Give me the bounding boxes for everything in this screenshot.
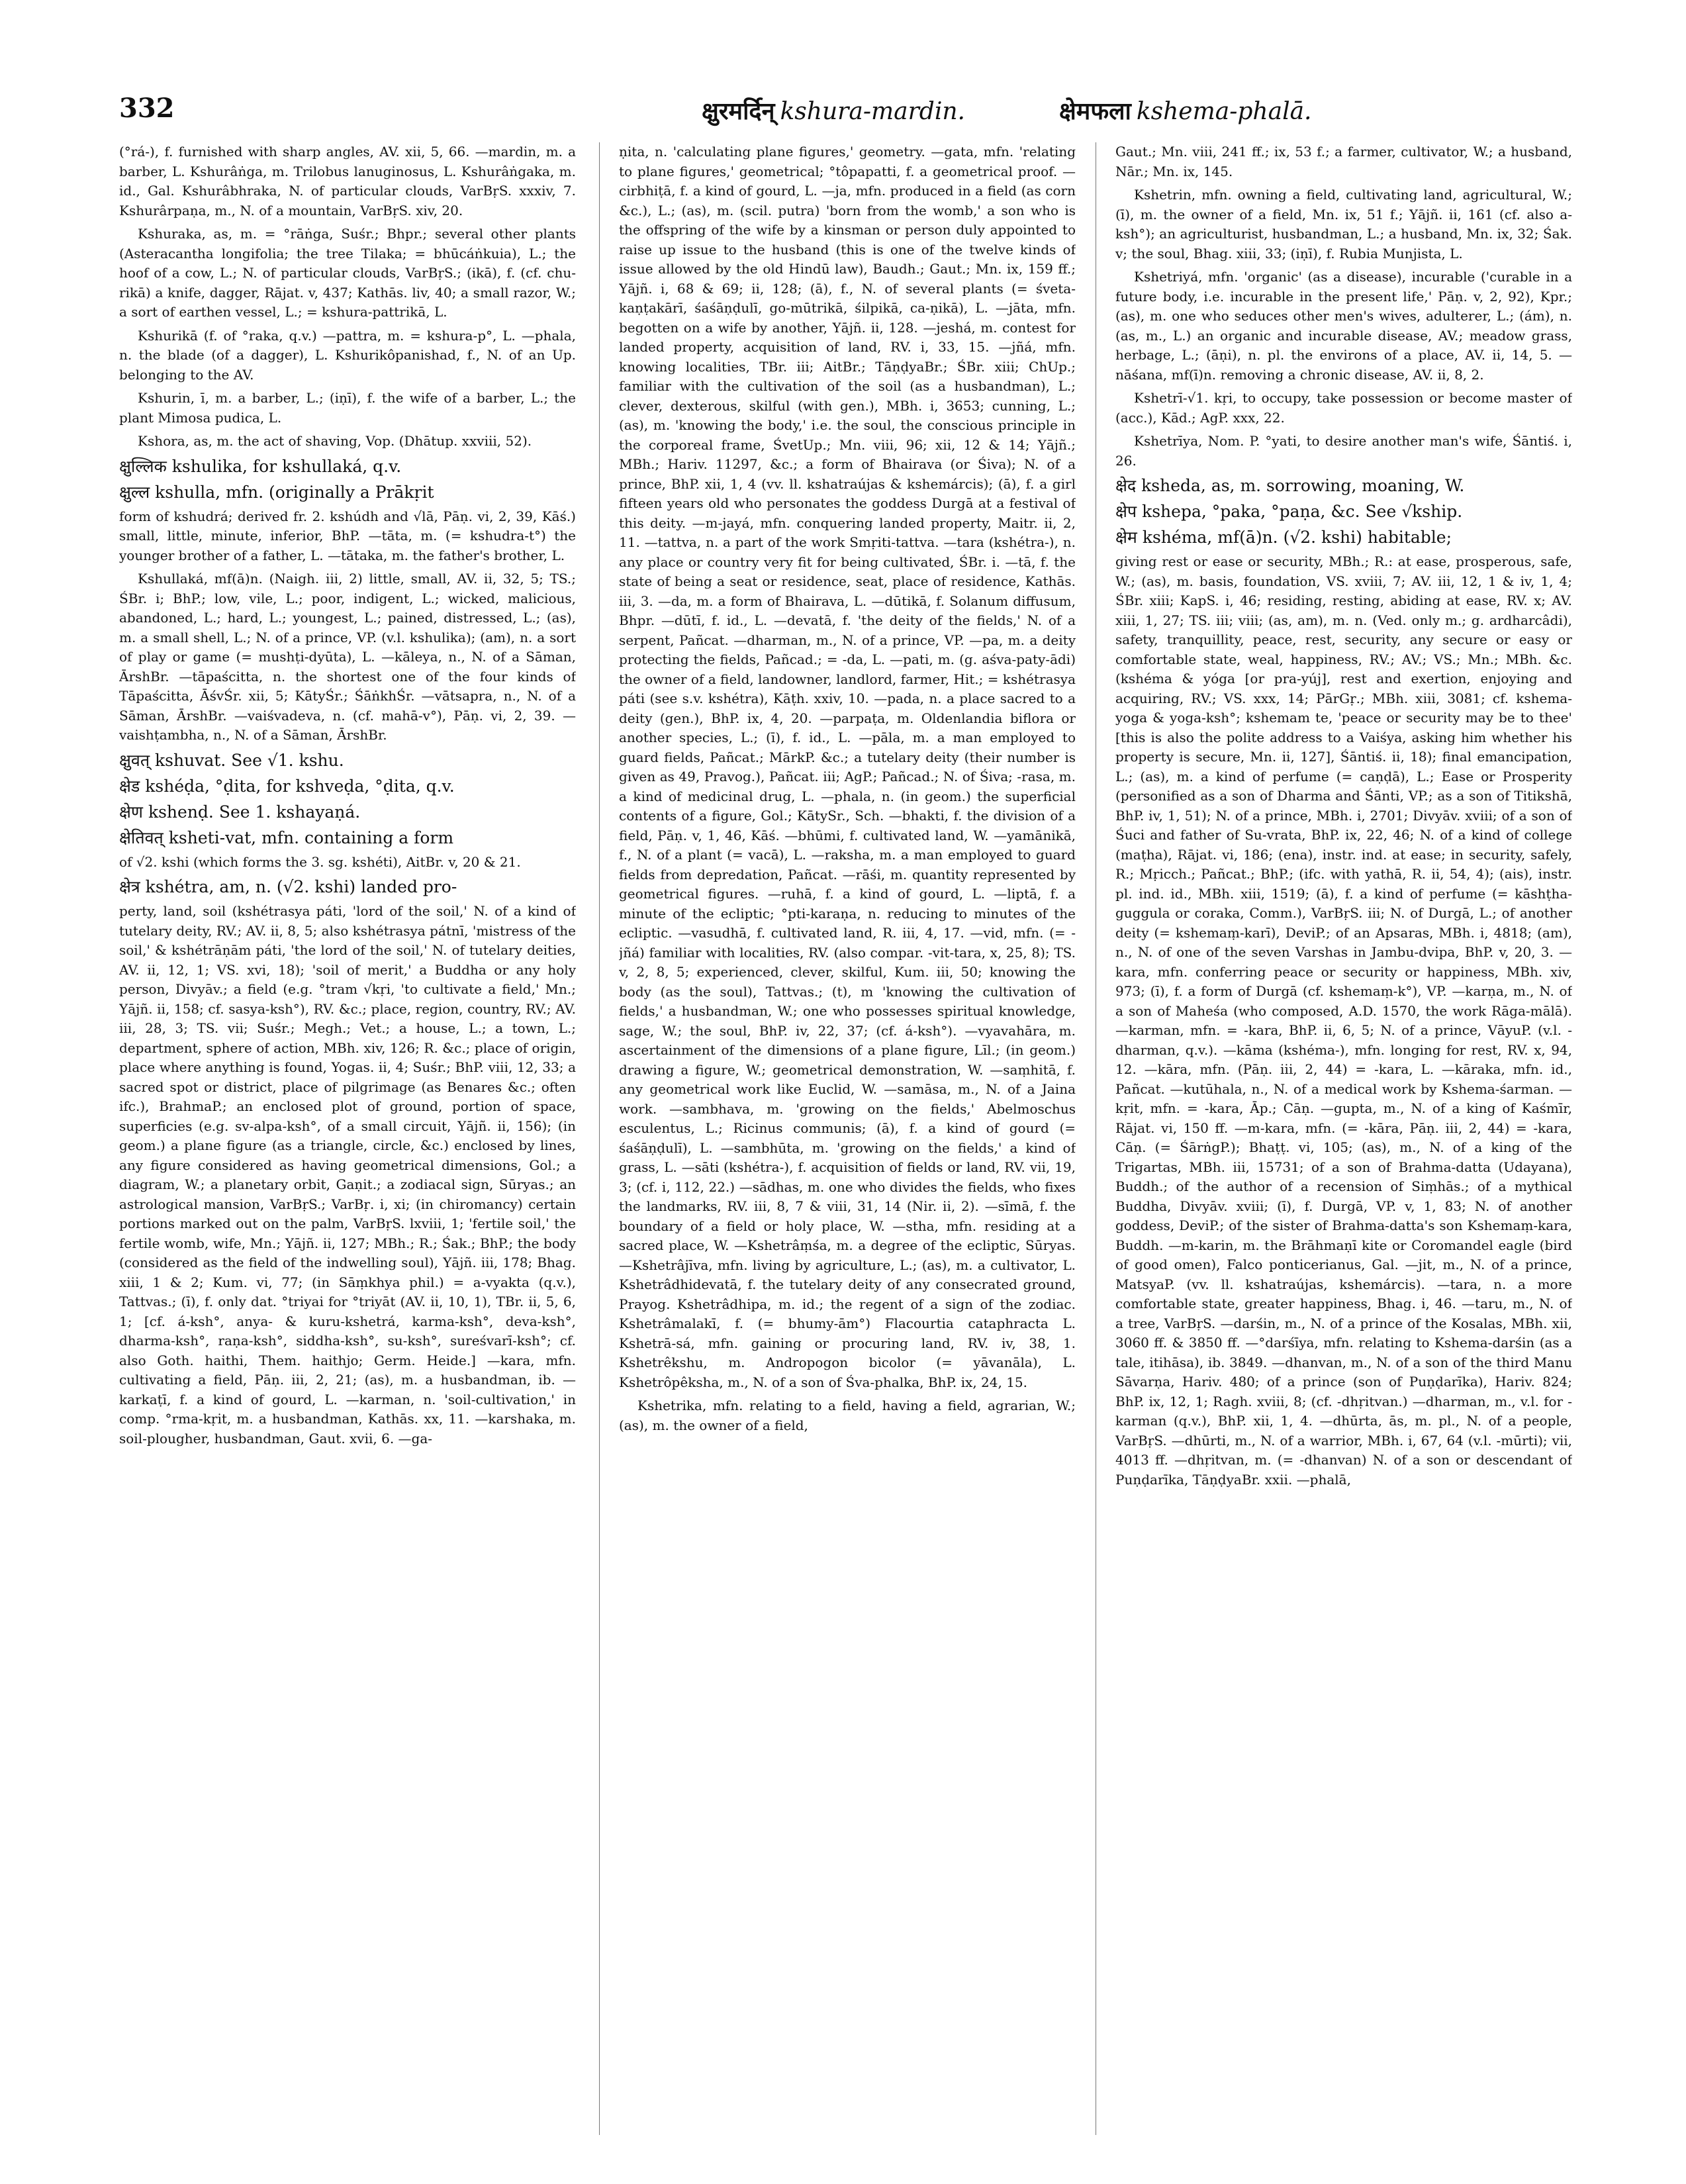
running-head-right xyxy=(1059,94,1311,126)
dictionary-entry: Kshullaká, mf(ā)n. (Naigh. iii, 2) little, small, AV. ii, 32, 5; TS.; ŚBr. i; BhP.; low, vile, L.; poor, indigent, L.; wicked, malicious, abandoned, L.; hard, L.; youngest, L.; pained, distressed, L.; (as), m. a small shell, L.; N. of a prince, VP. (v.l. kshulika); (am), n. a sort of play or game (= mushṭi-dyūta), L. —kāleya, n., N. of a Sāman, ĀrshBr. —tāpaścitta, n. the shortest one of the four kinds of Tāpaścitta, ĀśvŚr. xii, 5; KātyŚr.; ŚāṅkhŚr. —vātsapra, n., N. of a Sāman, ĀrshBr. —vaiśvadeva, n. (cf. mahā-v°), Pāṇ. vi, 2, 39. —vaishṭambha, n., N. of a Sāman, ĀrshBr. xyxy=(119,571,576,743)
dictionary-entry: Kshuraka, as, m. = °rāṅga, Suśr.; Bhpr.; several other plants (Asteracantha longifolia; the tree Tilaka; = bhūcáṅkuia), L.; the hoof of a cow, L.; N. of particular clouds, VarBṛS.; (ikā), f. (cf. chu-rikā) a knife, dagger, Rājat. v, 437; Kathās. liv, 40; a small razor, W.; a sort of earthen vessel, L.; = kshura-pattrikā, L. xyxy=(119,226,576,320)
column-rule-1 xyxy=(599,142,600,2135)
running-head-left-title: kshura-mardin. xyxy=(780,98,965,125)
dictionary-entry: ṇita, n. 'calculating plane figures,' geometry. —gata, mfn. 'relating to plane figures,' geometrical; °tôpapatti, f. a geometrical proof. —cirbhiṭā, f. a kind of gourd, L. —ja, mfn. produced in a field (as corn &c.), L.; (as), m. (scil. putra) 'born from the womb,' a son who is the offspring of the wife by a kinsman or person duly appointed to raise up issue to the husband (this is one of the twelve kinds of issue allowed by the old Hindū law), Baudh.; Gaut.; Mn. ix, 159 ff.; Yājñ. i, 68 & 69; ii, 128; (ā), f., N. of several plants (= śveta-kaṇṭakārī, śaśāṇḍulī, go-mūtrikā, śilpikā, ca-ṇikā), L. —jāta, mfn. begotten on a wife by another, Yājñ. ii, 128. —jeshá, m. contest for landed property, acquisition of land, RV. i, 33, 15. —jñá, mfn. knowing localities, TBr. iii; AitBr.; TāṇḍyaBr.; ŚBr. xiii; ChUp.; familiar with the cultivation of the soil (as a husbandman), L.; clever, dexterous, skilful (with gen.), MBh. i, 3653; cunning, L.; (as), m. 'knowing the body,' i.e. the soul, the conscious principle in the corporeal frame, ŚvetUp.; Mn. viii, 96; xii, 12 & 14; Yājñ.; MBh.; Hariv. 11297, &c.; a form of Bhairava (or Śiva); N. of a prince, BhP. xii, 1, 4 (vv. ll. kshatraújas & kshemárcis); (ā), f. a girl fifteen years old who personates the goddess Durgā at a festival of this deity. —m-jayá, mfn. conquering landed property, Maitr. ii, 2, 11. —tattva, n. a part of the work Smṛiti-tattva. —tara (kshétra-), n. any place or country very fit for being cultivated, ŚBr. i. —tā, f. the state of being a seat or residence, seat, place of residence, Kathās. iii, 3. —da, m. a form of Bhairava, L. —dūtikā, f. Solanum diffusum, Bhpr. —dūtī, f. id., L. —devatā, f. 'the deity of the fields,' N. of a serpent, Pañcat. —dharman, m., N. of a prince, VP. —pa, m. a deity protecting the fields, Pañcad.; = -da, L. —pati, m. (g. aśva-paty-ādi) the owner of a field, landowner, landlord, farmer, Hit.; = kshétrasya páti (see s.v. kshétra), Kāṭh. xxiv, 10. —pada, n. a place sacred to a deity (gen.), BhP. ix, 4, 20. —parpaṭa, m. Oldenlandia biflora or another species, L.; (ī), f. id., L. —pāla, m. a man employed to guard fields, Pañcat.; MārkP. &c.; a tutelary deity (their number is given as 49, Pravog.), Pañcat. iii; AgP.; Pañcad.; N. of Śiva; -rasa, m. a kind of medicinal drug, L. —phala, n. (in geom.) the superficial contents of a figure, Gol.; KātySr., Sch. —bhakti, f. the division of a field, Pāṇ. v, 1, 46, Kāś. —bhūmi, f. cultivated land, W. —yamānikā, f., N. of a plant (= vacā), L. —raksha, m. a man employed to guard fields from depredation, Pañcat. —rāśi, m. quantity represented by geometrical figures. —ruhā, f. a kind of gourd, L. —liptā, f. a minute of the ecliptic; °pti-karaṇa, n. reducing to minutes of the ecliptic. —vasudhā, f. cultivated land, R. iii, 4, 17. —vid, mfn. (= -jñá) familiar with localities, RV. (also compar. -vit-tara, x, 25, 8); TS. v, 2, 8, 5; experienced, clever, skilful, Kum. iii, 50; knowing the body (as the soul), Tattvas.; (t), m 'knowing the cultivation of fields,' a husbandman, W.; one who possesses spiritual knowledge, sage, W.; the soul, BhP. iv, 22, 37; (cf. á-ksh°). —vyavahāra, m. ascertainment of the dimensions of a plane figure, Līl.; (in geom.) drawing a figure, W.; geometrical demonstration, W. —saṃhitā, f. any geometrical work like Euclid, W. —samāsa, m., N. of a Jaina work. —sambhava, m. 'growing on the fields,' Abelmoschus esculentus, L.; Ricinus communis; (ā), f. a kind of gourd (= śaśāṇḍulī), L. —sambhūta, m. 'growing on the fields,' a kind of grass, L. —sāti (kshétra-), f. acquisition of fields or land, RV. vii, 19, 3; (cf. i, 112, 22.) —sādhas, m. one who divides the fields, who fixes the landmarks, RV. iii, 8, 7 & viii, 31, 14 (Nir. ii, 2). —sīmā, f. the boundary of a field or holy place, W. —stha, mfn. residing at a sacred place, W. —Kshetrâṃśa, m. a degree of the ecliptic, Sūryas. —Kshetrâjīva, mfn. living by agriculture, L.; (as), m. a cultivator, L. Kshetrâdhidevatā, f. the tutelary deity of any consecrated ground, Prayog. Kshetrâdhipa, m. id.; the regent of a sign of the zodiac. Kshetrâmalakī, f. (= bhumy-ām°) Flacourtia cataphracta L. Kshetrā-sá, mfn. gaining or procuring land, RV. iv, 38, 1. Kshetrêkshu, m. Andropogon bicolor (= yāvanāla), L. Kshetrôpêksha, m., N. of a son of Śva-phalka, BhP. ix, 24, 15. xyxy=(619,144,1076,1390)
running-head-right-title: kshema-phalā. xyxy=(1136,98,1312,125)
headword-entry: क्षेप kshepa, °paka, °paṇa, &c. See √kship. xyxy=(1115,502,1463,521)
page-number: 332 xyxy=(119,93,175,124)
dictionary-entry: of √2. kshi (which forms the 3. sg. kshéti), AitBr. v, 20 & 21. xyxy=(119,853,521,870)
dictionary-entry: giving rest or ease or security, MBh.; R.: at ease, prosperous, safe, W.; (as), m. basis, foundation, VS. xviii, 7; AV. iii, 12, 1 & iv, 1, 4; ŚBr. xiii; KapS. i, 46; residing, resting, abiding at ease, RV. x; AV. xiii, 1, 27; TS. iii; viii; (as, am), m. n. (Ved. only m.; g. ardharcâdi), safety, tranquillity, peace, rest, security, any secure or easy or comfortable state, weal, happiness, RV.; AV.; VS.; Mn.; MBh. &c. (kshéma & yóga [or pra-yúj], rest and exertion, enjoying and acquiring, RV.; VS. xxx, 14; PārGṛ.; MBh. xiii, 3081; cf. kshema-yoga & yoga-ksh°; kshemam te, 'peace or security may be to thee' [this is also the polite address to a Vaiśya, asking him whether his property is secure, Mn. ii, 127], Śāntiś. ii, 18); final emancipation, L.; (as), m. a kind of perfume (= caṇḍā), L.; Ease or Prosperity (personified as a son of Dharma and Śānti, VP.; as a son of Titikshā, BhP. iv, 1, 51); N. of a prince, MBh. i, 2701; Divyāv. xviii; of a son of Śuci and father of Su-vrata, BhP. ix, 22, 46; N. of a kind of college (maṭha), Rājat. vi, 186; (ena), instr. ind. at ease; in security, safely, R.; Mṛicch.; Pañcat.; BhP.; (ifc. with yathā, R. ii, 54, 4); (ais), instr. pl. ind. id., MBh. xiii, 1519; (ā), f. a kind of perfume (= kāshṭha-guggula or coraka, Comm.), VarBṛS. iii; N. of Durgā, L.; of another deity (= kshemaṃ-karī), DeviP.; of an Apsaras, MBh. i, 4818; (am), n., N. of one of the seven Varshas in Jambu-dvipa, BhP. v, 20, 3. —kara, mfn. conferring peace or security or happiness, MBh. xiv, 973; (ī), f. a form of Durgā (cf. kshemaṃ-k°), VP. —karṇa, m., N. of a son of Maheśa (who composed, A.D. 1570, the work Rāga-mālā). —karman, mfn. = -kara, BhP. ii, 6, 5; N. of a prince, VāyuP. (v.l. -dharman, q.v.). —kāma (kshéma-), mfn. longing for rest, RV. x, 94, 12. —kāra, mfn. (Pāṇ. iii, 2, 44) = -kara, L. —kāraka, mfn. id., Pañcat. —kutūhala, n., N. of a medical work by Kshema-śarman. —kṛit, mfn. = -kara, Āp.; Cāṇ. —gupta, m., N. of a king of Kaśmīr, Rājat. vi, 150 ff. —m-kara, mfn. (= -kāra, Pāṇ. iii, 2, 44) = -kara, Cāṇ. (= ŚārṅgP.); Bhaṭṭ. vi, 105; (as), m., N. of a king of the Trigartas, MBh. iii, 15731; of a son of Brahma-datta (Udayana), Buddh.; of the author of a recension of Siṃhās.; of a mythical Buddha, Divyāv. xviii; (ī), f. Durgā, VP. v, 1, 83; N. of another goddess, DeviP.; of the sister of Brahma-datta's son Kshemaṃ-kara, Buddh. —m-karin, m. the Brāhmaṇī kite or Coromandel eagle (bird of good omen), Falco ponticerianus, Gal. —jit, m., N. of a prince, MatsyaP. (vv. ll. kshatraújas, kshemárcis). —tara, n. a more comfortable state, greater happiness, Bhag. i, 46. —taru, m., N. of a tree, VarBṛS. —darśin, m., N. of a prince of the Kosalas, MBh. xii, 3060 ff. & 3850 ff. —°darśīya, mfn. relating to Kshema-darśin (as a tale, itihāsa), ib. 3849. —dhanvan, m., N. of a son of the third Manu Sāvarṇa, Hariv. 480; of a prince (son of Puṇḍarīka), Hariv. 824; BhP. ix, 12, 1; Ragh. xviii, 8; (cf. -dhṛitvan.) —dharman, m., v.l. for -karman (q.v.), BhP. xii, 1, 4. —dhūrta, ās, m. pl., N. of a people, VarBṛS. —dhūrti, m., N. of a warrior, MBh. i, 67, 64 (v.l. -mūrti); vii, 4013 ff. —dhṛitvan, m. (= -dhanvan) N. of a son or descendant of Puṇḍarīka, TāṇḍyaBr. xxii. —phalā, xyxy=(1115,553,1572,1488)
dictionary-entry: Kshurin, ī, m. a barber, L.; (iṇī), f. the wife of a barber, L.; the plant Mimosa pudica, L. xyxy=(119,390,576,426)
dictionary-columns xyxy=(119,142,1595,2135)
dictionary-entry: Kshurikā (f. of °raka, q.v.) —pattra, m. = kshura-p°, L. —phala, n. the blade (of a dagger), L. Kshurikôpanishad, f., N. of an Up. belonging to the AV. xyxy=(119,327,576,383)
dictionary-entry: form of kshudrá; derived fr. 2. kshúdh and √lā, Pāṇ. vi, 2, 39, Kāś.) small, little, minute, inferior, BhP. —tāta, m. (= kshudra-t°) the younger brother of a father, L. —tātaka, m. the father's brother, L. xyxy=(119,508,576,563)
headword-entry: क्षेतिवत् ksheti-vat, mfn. containing a form xyxy=(119,828,454,847)
dictionary-entry: Kshetriyá, mfn. 'organic' (as a disease), incurable ('curable in a future body, i.e. incurable in the present life,' Pāṇ. v, 2, 92), Kpr.; (as), m. one who seduces other men's wives, adulterer, L.; (ám), n. (as, m., L.) an organic and incurable disease, AV.; meadow grass, herbage, L.; (āṇi), n. pl. the environs of a place, AV. ii, 14, 5. —nāśana, mf(ī)n. removing a chronic disease, AV. ii, 8, 2. xyxy=(1115,269,1572,383)
dictionary-entry: Kshora, as, m. the act of shaving, Vop. (Dhātup. xxviii, 52). xyxy=(138,433,532,449)
dictionary-entry: Kshetrika, mfn. relating to a field, having a field, agrarian, W.; (as), m. the owner of a field, xyxy=(619,1398,1076,1433)
headword-entry: क्षुवत् kshuvat. See √1. kshu. xyxy=(119,750,344,770)
column-2 xyxy=(619,142,1076,2135)
headword-entry: क्षेड kshéḍa, °ḍita, for kshveḍa, °ḍita, q.v. xyxy=(119,776,455,796)
column-3 xyxy=(1115,142,1572,2135)
headword-entry: क्षुल्लिक kshulika, for kshullaká, q.v. xyxy=(119,456,402,476)
dictionary-entry: Kshetrīya, Nom. P. °yati, to desire another man's wife, Śāntiś. i, 26. xyxy=(1115,433,1572,469)
headword-entry: क्षेण kshenḍ. See 1. kshayaṇá. xyxy=(119,802,361,822)
dictionary-entry: perty, land, soil (kshétrasya páti, 'lord of the soil,' N. of a kind of tutelary deity, RV.; AV. ii, 8, 5; also kshétrasya pátnī, 'mistress of the soil,' & kshétrāṇām páti, 'the lord of the soil,' N. of tutelary deities, AV. ii, 12, 1; VS. xvi, 18); 'soil of merit,' a Buddha or any holy person, Divyāv.; a field (e.g. °tram √kṛi, 'to cultivate a field,' Mn.; Yājñ. ii, 158; cf. sasya-ksh°), RV. &c.; place, region, country, RV.; AV. iii, 28, 3; TS. vii; Suśr.; Megh.; Vet.; a house, L.; a town, L.; department, sphere of action, MBh. xiv, 126; R. &c.; place of origin, place where anything is found, Yogas. ii, 4; Suśr.; BhP. viii, 12, 33; a sacred spot or district, place of pilgrimage (as Benares &c.; often ifc.), BrahmaP.; an enclosed plot of ground, portion of space, superficies (e.g. sv-alpa-ksh°, of a small circuit, Yājñ. ii, 156); (in geom.) a plane figure (as a triangle, circle, &c.) enclosed by lines, any figure considered as having geometrical dimensions, Gol.; a diagram, W.; a planetary orbit, Gaṇit.; a zodiacal sign, Sūryas.; an astrological mansion, VarBṛS.; VarBṛ. i, xi; (in chiromancy) certain portions marked out on the palm, VarBṛS. lxviii, 1; 'fertile soil,' the fertile womb, wife, Mn.; Yājñ. ii, 127; MBh.; R.; Śak.; BhP.; the body (considered as the field of the indwelling soul), Yājñ. iii, 178; Bhag. xiii, 1 & 2; Kum. vi, 77; (in Sāṃkhya phil.) = a-vyakta (q.v.), Tattvas.; (ī), f. only dat. °triyai for °triyāt (AV. ii, 10, 1), TBr. ii, 5, 6, 1; [cf. á-ksh°, anya- & kuru-kshetrá, karma-ksh°, deva-ksh°, dharma-ksh°, raṇa-ksh°, siddha-ksh°, su-ksh°, sureśvarī-ksh°; cf. also Goth. haithi, Them. haithjo; Germ. Heide.] —kara, mfn. cultivating a field, Pāṇ. iii, 2, 21; (as), m. a husbandman, ib. —karkaṭī, f. a kind of gourd, L. —karman, n. 'soil-cultivation,' in comp. °rma-kṛit, m. a husbandman, Kathās. xx, 11. —karshaka, m. soil-plougher, husbandman, Gaut. xvii, 6. —ga- xyxy=(119,903,576,1447)
running-head-left-devanagari: क्षुरमर्दिन् xyxy=(702,97,775,125)
dictionary-entry: Kshetrin, mfn. owning a field, cultivating land, agricultural, W.; (ī), m. the owner of a field, Mn. ix, 51 f.; Yājñ. ii, 161 (cf. also a-ksh°); an agriculturist, husbandman, L.; a husband, Mn. ix, 32; Śak. v; the soul, Bhag. xiii, 33; (iṇī), f. Rubia Munjista, L. xyxy=(1115,187,1572,261)
dictionary-entry: (°rá-), f. furnished with sharp angles, AV. xii, 5, 66. —mardin, m. a barber, L. Kshurâṅga, m. Trilobus lanuginosus, L. Kshurâṅgaka, m. id., Gal. Kshurâbhraka, N. of particular clouds, VarBṛS. xxxiv, 7. Kshurârpaṇa, m., N. of a mountain, VarBṛS. xiv, 20. xyxy=(119,144,576,218)
headword-entry: क्षेत्र kshétra, am, n. (√2. kshi) landed pro- xyxy=(119,877,457,896)
headword-entry: क्षुल्ल kshulla, mfn. (originally a Prākṛit xyxy=(119,482,434,502)
headword-entry: क्षेद ksheda, as, m. sorrowing, moaning, W. xyxy=(1115,476,1465,495)
dictionary-entry: Gaut.; Mn. viii, 241 ff.; ix, 53 f.; a farmer, cultivator, W.; a husband, Nār.; Mn. ix, 145. xyxy=(1115,144,1572,179)
running-head-left xyxy=(702,94,965,126)
column-1 xyxy=(119,142,576,2135)
headword-entry: क्षेम kshéma, mf(ā)n. (√2. kshi) habitable; xyxy=(1115,528,1452,547)
running-head-right-devanagari: क्षेमफला xyxy=(1059,97,1131,125)
dictionary-entry: Kshetrī-√1. kṛi, to occupy, take possession or become master of (acc.), Kād.; AgP. xxx, 22. xyxy=(1115,390,1572,426)
page-header xyxy=(119,93,1575,139)
